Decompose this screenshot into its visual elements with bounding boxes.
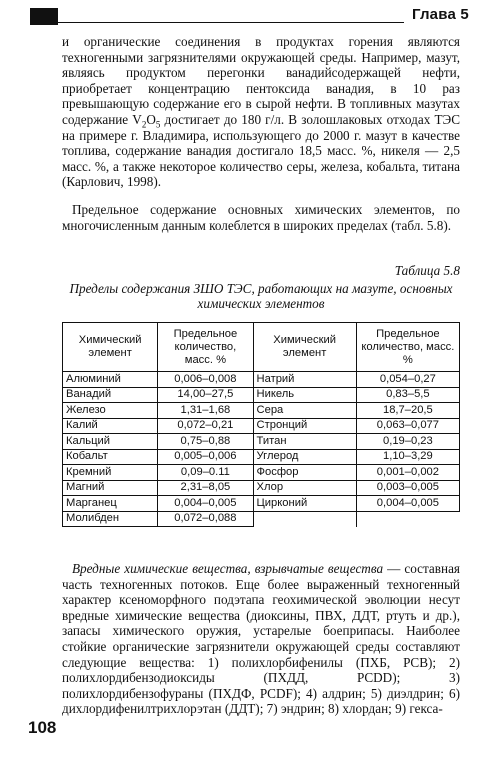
header-amount-1: Предельное количество, масс. % xyxy=(158,323,253,372)
value-cell: 0,054–0,27 xyxy=(356,372,459,388)
element-cell: Молибден xyxy=(63,511,158,527)
element-cell: Стронций xyxy=(253,418,356,434)
formula-subscript-2: 2 xyxy=(141,119,147,130)
table-header-row xyxy=(63,323,460,372)
table-row xyxy=(63,496,460,512)
table-row xyxy=(63,403,460,419)
value-cell: 0,75–0,88 xyxy=(158,434,253,450)
value-cell xyxy=(356,511,459,527)
paragraph-3-text: — составная часть техногенных потоков. Еще более выраженный техногенный характер ксеноморфного подэтапа геохимической эволюции несут вредные химические вещества (диоксины, ПВХ, ДДТ, ртуть и др.), запасы химического оружия, устарелые боеприпасы. Наиболее стойкие органические загрязнители окружающей среды составляют следующие вещества: 1) полихлорбифенилы (ПХБ, PCB); 2) полихлордибензодиоксиды (ПХДД, PCDD); 3) полихлордибензофураны (ПХДФ, PCDF); 4) алдрин; 5) диэлдрин; 6) дихлордифенилтрихлорэтан (ДДТ); 7) эндрин; 8) хлордан; 9) гекса- xyxy=(62,561,460,717)
element-cell: Магний xyxy=(63,480,158,496)
element-cell xyxy=(253,511,356,527)
chapter-title: Глава 5 xyxy=(412,6,469,23)
paragraph-3-italic-lead: Вредные химические вещества, взрывчатые вещества xyxy=(72,561,384,576)
paragraph-2: Предельное содержание основных химических элементов, по многочисленным данным колеблется в широких пределах (табл. 5.8). xyxy=(62,202,460,233)
element-cell: Алюминий xyxy=(63,372,158,388)
table-row xyxy=(63,449,460,465)
element-cell: Натрий xyxy=(253,372,356,388)
value-cell: 0,006–0,008 xyxy=(158,372,253,388)
table-caption: Пределы содержания ЗШО ТЭС, работающих на мазуте, основных химических элементов xyxy=(69,281,453,311)
table-row xyxy=(63,387,460,403)
element-cell: Фосфор xyxy=(253,465,356,481)
value-cell: 18,7–20,5 xyxy=(356,403,459,419)
element-cell: Сера xyxy=(253,403,356,419)
value-cell: 0,19–0,23 xyxy=(356,434,459,450)
value-cell: 0,003–0,005 xyxy=(356,480,459,496)
table-row xyxy=(63,465,460,481)
element-cell: Марганец xyxy=(63,496,158,512)
header-element-2: Химический элемент xyxy=(253,323,356,372)
element-cell: Углерод xyxy=(253,449,356,465)
formula-oxygen: O xyxy=(146,111,156,127)
value-cell: 0,001–0,002 xyxy=(356,465,459,481)
header-rule xyxy=(58,22,404,23)
value-cell: 1,31–1,68 xyxy=(158,403,253,419)
paragraph-3 xyxy=(62,561,460,717)
table-body xyxy=(63,372,460,527)
element-cell: Хлор xyxy=(253,480,356,496)
header-black-bar xyxy=(30,8,58,25)
element-cell: Калий xyxy=(63,418,158,434)
value-cell: 14,00–27,5 xyxy=(158,387,253,403)
table-container xyxy=(62,322,460,527)
value-cell: 0,063–0,077 xyxy=(356,418,459,434)
formula-subscript-5: 5 xyxy=(155,119,161,130)
table-row xyxy=(63,511,460,527)
header-amount-2: Предельное количество, масс. % xyxy=(356,323,459,372)
element-cell: Никель xyxy=(253,387,356,403)
element-cell: Кобальт xyxy=(63,449,158,465)
value-cell: 0,072–0,21 xyxy=(158,418,253,434)
table-row xyxy=(63,372,460,388)
value-cell: 0,072–0,088 xyxy=(158,511,253,527)
table-row xyxy=(63,480,460,496)
element-cell: Железо xyxy=(63,403,158,419)
element-cell: Титан xyxy=(253,434,356,450)
elements-table xyxy=(62,322,460,527)
table-label: Таблица 5.8 xyxy=(394,263,460,278)
value-cell: 0,83–5,5 xyxy=(356,387,459,403)
table-row xyxy=(63,418,460,434)
element-cell: Кальций xyxy=(63,434,158,450)
value-cell: 0,005–0,006 xyxy=(158,449,253,465)
value-cell: 2,31–8,05 xyxy=(158,480,253,496)
value-cell: 1,10–3,29 xyxy=(356,449,459,465)
header-element-1: Химический элемент xyxy=(63,323,158,372)
table-row xyxy=(63,434,460,450)
page-number: 108 xyxy=(28,718,57,737)
value-cell: 0,09–0.11 xyxy=(158,465,253,481)
element-cell: Кремний xyxy=(63,465,158,481)
value-cell: 0,004–0,005 xyxy=(356,496,459,512)
paragraph-1 xyxy=(62,34,460,190)
element-cell: Цирконий xyxy=(253,496,356,512)
paragraph-1-text-b: достигает до 180 г/л. В золошлаковых отходах ТЭС на примере г. Владимира, использующего до 2000 г. мазут в качестве топлива, содержание ванадия достигало 18,5 масс. %, никеля — 2,5 масс. %, а также некоторое количество серы, железа, кобальта, титана (Карлович, 1998). xyxy=(62,111,460,190)
element-cell: Ванадий xyxy=(63,387,158,403)
value-cell: 0,004–0,005 xyxy=(158,496,253,512)
paragraph-1-text-a: и органические соединения в продуктах горения являются техногенными загрязнителями окружающей среды. Например, мазут, являясь продуктом перегонки ванадийсодержащей нефти, приобретает концентрацию пентоксида ванадия, в 10 раз превышающую содержание его в сырой нефти. В топливных мазутах содержание V xyxy=(62,34,460,127)
